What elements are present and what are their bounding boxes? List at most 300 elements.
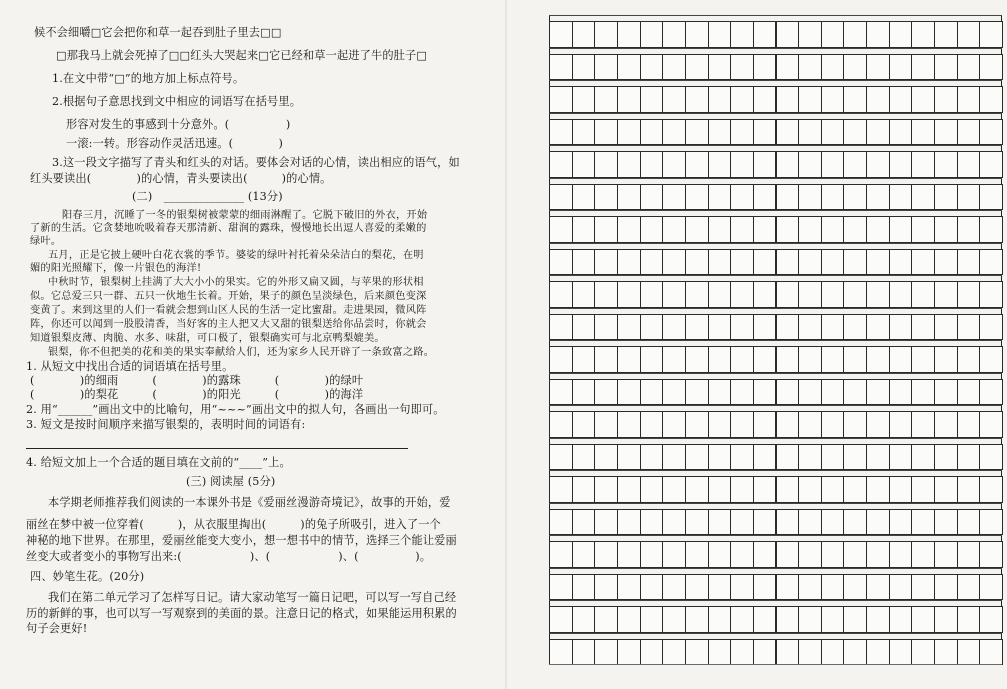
grid-cell[interactable] — [685, 216, 709, 243]
grid-cell[interactable] — [753, 281, 777, 308]
grid-cell[interactable] — [889, 216, 913, 243]
grid-cell[interactable] — [866, 54, 890, 81]
grid-cell[interactable] — [821, 411, 845, 438]
grid-cell[interactable] — [594, 281, 618, 308]
grid-cell[interactable] — [843, 574, 867, 601]
grid-cell[interactable] — [934, 606, 958, 633]
grid-cell[interactable] — [594, 54, 618, 81]
grid-cell[interactable] — [730, 86, 754, 113]
grid-cell[interactable] — [889, 249, 913, 276]
grid-cell[interactable] — [549, 411, 573, 438]
grid-cell[interactable] — [753, 379, 777, 406]
grid-cell[interactable] — [934, 509, 958, 536]
grid-cell[interactable] — [821, 151, 845, 178]
grid-cell[interactable] — [617, 379, 641, 406]
grid-cell[interactable] — [776, 346, 800, 373]
grid-cell[interactable] — [549, 249, 573, 276]
grid-cell[interactable] — [572, 476, 596, 503]
grid-cell[interactable] — [640, 476, 664, 503]
grid-cell[interactable] — [549, 541, 573, 568]
grid-cell[interactable] — [843, 444, 867, 471]
grid-cell[interactable] — [798, 216, 822, 243]
grid-cell[interactable] — [685, 249, 709, 276]
grid-cell[interactable] — [549, 346, 573, 373]
grid-cell[interactable] — [662, 639, 686, 666]
grid-cell[interactable] — [866, 639, 890, 666]
grid-cell[interactable] — [617, 509, 641, 536]
grid-cell[interactable] — [594, 379, 618, 406]
grid-cell[interactable] — [662, 379, 686, 406]
grid-cell[interactable] — [776, 476, 800, 503]
grid-cell[interactable] — [685, 281, 709, 308]
grid-cell[interactable] — [934, 54, 958, 81]
grid-cell[interactable] — [776, 379, 800, 406]
grid-cell[interactable] — [776, 314, 800, 341]
grid-cell[interactable] — [617, 639, 641, 666]
grid-cell[interactable] — [798, 21, 822, 48]
grid-cell[interactable] — [979, 476, 1003, 503]
grid-cell[interactable] — [866, 476, 890, 503]
grid-cell[interactable] — [979, 379, 1003, 406]
grid-cell[interactable] — [640, 346, 664, 373]
grid-cell[interactable] — [889, 86, 913, 113]
grid-cell[interactable] — [617, 574, 641, 601]
grid-cell[interactable] — [798, 184, 822, 211]
grid-cell[interactable] — [753, 346, 777, 373]
grid-cell[interactable] — [685, 379, 709, 406]
grid-cell[interactable] — [934, 216, 958, 243]
grid-cell[interactable] — [730, 346, 754, 373]
grid-cell[interactable] — [640, 606, 664, 633]
grid-cell[interactable] — [843, 21, 867, 48]
grid-cell[interactable] — [708, 509, 732, 536]
grid-cell[interactable] — [640, 314, 664, 341]
grid-cell[interactable] — [866, 541, 890, 568]
grid-cell[interactable] — [662, 281, 686, 308]
grid-cell[interactable] — [911, 509, 935, 536]
grid-cell[interactable] — [776, 444, 800, 471]
grid-cell[interactable] — [662, 314, 686, 341]
grid-cell[interactable] — [776, 54, 800, 81]
grid-cell[interactable] — [685, 314, 709, 341]
grid-cell[interactable] — [821, 21, 845, 48]
grid-cell[interactable] — [957, 639, 981, 666]
grid-cell[interactable] — [798, 411, 822, 438]
grid-cell[interactable] — [934, 476, 958, 503]
grid-cell[interactable] — [979, 346, 1003, 373]
grid-cell[interactable] — [957, 379, 981, 406]
grid-cell[interactable] — [979, 639, 1003, 666]
grid-cell[interactable] — [617, 54, 641, 81]
grid-cell[interactable] — [640, 216, 664, 243]
grid-cell[interactable] — [640, 54, 664, 81]
grid-cell[interactable] — [640, 444, 664, 471]
grid-cell[interactable] — [617, 184, 641, 211]
grid-cell[interactable] — [572, 574, 596, 601]
grid-cell[interactable] — [708, 379, 732, 406]
grid-cell[interactable] — [911, 574, 935, 601]
grid-cell[interactable] — [753, 86, 777, 113]
grid-cell[interactable] — [866, 184, 890, 211]
grid-cell[interactable] — [911, 249, 935, 276]
grid-cell[interactable] — [640, 184, 664, 211]
grid-cell[interactable] — [821, 184, 845, 211]
grid-cell[interactable] — [594, 21, 618, 48]
grid-cell[interactable] — [911, 54, 935, 81]
grid-cell[interactable] — [572, 119, 596, 146]
grid-cell[interactable] — [572, 281, 596, 308]
grid-cell[interactable] — [617, 346, 641, 373]
grid-cell[interactable] — [934, 541, 958, 568]
grid-cell[interactable] — [730, 119, 754, 146]
grid-cell[interactable] — [572, 21, 596, 48]
grid-cell[interactable] — [866, 21, 890, 48]
grid-cell[interactable] — [889, 639, 913, 666]
grid-cell[interactable] — [594, 314, 618, 341]
grid-cell[interactable] — [843, 509, 867, 536]
grid-cell[interactable] — [572, 54, 596, 81]
grid-cell[interactable] — [798, 606, 822, 633]
grid-cell[interactable] — [708, 574, 732, 601]
grid-cell[interactable] — [617, 476, 641, 503]
grid-cell[interactable] — [730, 281, 754, 308]
grid-cell[interactable] — [753, 509, 777, 536]
grid-cell[interactable] — [934, 151, 958, 178]
grid-cell[interactable] — [662, 411, 686, 438]
grid-cell[interactable] — [911, 119, 935, 146]
grid-cell[interactable] — [866, 379, 890, 406]
grid-cell[interactable] — [594, 444, 618, 471]
grid-cell[interactable] — [753, 216, 777, 243]
grid-cell[interactable] — [753, 476, 777, 503]
grid-cell[interactable] — [957, 411, 981, 438]
grid-cell[interactable] — [821, 249, 845, 276]
grid-cell[interactable] — [662, 216, 686, 243]
grid-cell[interactable] — [730, 509, 754, 536]
grid-cell[interactable] — [843, 54, 867, 81]
grid-cell[interactable] — [594, 411, 618, 438]
grid-cell[interactable] — [617, 541, 641, 568]
grid-cell[interactable] — [685, 411, 709, 438]
grid-cell[interactable] — [934, 574, 958, 601]
grid-cell[interactable] — [798, 346, 822, 373]
grid-cell[interactable] — [934, 21, 958, 48]
grid-cell[interactable] — [572, 411, 596, 438]
grid-cell[interactable] — [640, 86, 664, 113]
grid-cell[interactable] — [662, 21, 686, 48]
grid-cell[interactable] — [662, 184, 686, 211]
grid-cell[interactable] — [594, 574, 618, 601]
grid-cell[interactable] — [685, 54, 709, 81]
grid-cell[interactable] — [640, 509, 664, 536]
grid-cell[interactable] — [640, 119, 664, 146]
grid-cell[interactable] — [821, 606, 845, 633]
grid-cell[interactable] — [662, 86, 686, 113]
grid-cell[interactable] — [798, 151, 822, 178]
grid-cell[interactable] — [753, 411, 777, 438]
grid-cell[interactable] — [843, 151, 867, 178]
grid-cell[interactable] — [889, 119, 913, 146]
grid-cell[interactable] — [798, 574, 822, 601]
grid-cell[interactable] — [866, 119, 890, 146]
grid-cell[interactable] — [549, 444, 573, 471]
grid-cell[interactable] — [957, 476, 981, 503]
grid-cell[interactable] — [889, 574, 913, 601]
grid-cell[interactable] — [911, 281, 935, 308]
grid-cell[interactable] — [549, 184, 573, 211]
grid-cell[interactable] — [957, 346, 981, 373]
grid-cell[interactable] — [889, 151, 913, 178]
grid-cell[interactable] — [617, 21, 641, 48]
grid-cell[interactable] — [594, 606, 618, 633]
grid-cell[interactable] — [911, 379, 935, 406]
grid-cell[interactable] — [730, 541, 754, 568]
grid-cell[interactable] — [594, 541, 618, 568]
grid-cell[interactable] — [572, 249, 596, 276]
grid-cell[interactable] — [957, 184, 981, 211]
grid-cell[interactable] — [730, 444, 754, 471]
grid-cell[interactable] — [957, 541, 981, 568]
grid-cell[interactable] — [911, 476, 935, 503]
grid-cell[interactable] — [934, 314, 958, 341]
grid-cell[interactable] — [798, 281, 822, 308]
grid-cell[interactable] — [957, 509, 981, 536]
grid-cell[interactable] — [549, 314, 573, 341]
grid-cell[interactable] — [866, 509, 890, 536]
grid-cell[interactable] — [911, 541, 935, 568]
grid-cell[interactable] — [776, 509, 800, 536]
grid-cell[interactable] — [934, 184, 958, 211]
grid-cell[interactable] — [708, 216, 732, 243]
grid-cell[interactable] — [662, 249, 686, 276]
grid-cell[interactable] — [889, 314, 913, 341]
grid-cell[interactable] — [572, 86, 596, 113]
grid-cell[interactable] — [866, 314, 890, 341]
grid-cell[interactable] — [979, 541, 1003, 568]
grid-cell[interactable] — [549, 476, 573, 503]
grid-cell[interactable] — [934, 639, 958, 666]
grid-cell[interactable] — [798, 86, 822, 113]
grid-cell[interactable] — [821, 444, 845, 471]
grid-cell[interactable] — [957, 216, 981, 243]
grid-cell[interactable] — [911, 86, 935, 113]
grid-cell[interactable] — [685, 639, 709, 666]
grid-cell[interactable] — [889, 281, 913, 308]
grid-cell[interactable] — [708, 314, 732, 341]
grid-cell[interactable] — [662, 346, 686, 373]
grid-cell[interactable] — [866, 411, 890, 438]
grid-cell[interactable] — [798, 541, 822, 568]
grid-cell[interactable] — [662, 151, 686, 178]
grid-cell[interactable] — [843, 281, 867, 308]
grid-cell[interactable] — [889, 379, 913, 406]
grid-cell[interactable] — [979, 119, 1003, 146]
grid-cell[interactable] — [821, 476, 845, 503]
grid-cell[interactable] — [979, 216, 1003, 243]
grid-cell[interactable] — [889, 54, 913, 81]
grid-cell[interactable] — [753, 606, 777, 633]
grid-cell[interactable] — [572, 541, 596, 568]
grid-cell[interactable] — [594, 249, 618, 276]
grid-cell[interactable] — [640, 411, 664, 438]
grid-cell[interactable] — [776, 541, 800, 568]
grid-cell[interactable] — [776, 21, 800, 48]
grid-cell[interactable] — [843, 346, 867, 373]
grid-cell[interactable] — [662, 119, 686, 146]
grid-cell[interactable] — [572, 509, 596, 536]
grid-cell[interactable] — [730, 184, 754, 211]
grid-cell[interactable] — [617, 119, 641, 146]
grid-cell[interactable] — [640, 281, 664, 308]
grid-cell[interactable] — [730, 476, 754, 503]
grid-cell[interactable] — [979, 444, 1003, 471]
grid-cell[interactable] — [957, 281, 981, 308]
grid-cell[interactable] — [572, 151, 596, 178]
grid-cell[interactable] — [957, 119, 981, 146]
grid-cell[interactable] — [549, 151, 573, 178]
grid-cell[interactable] — [821, 86, 845, 113]
grid-cell[interactable] — [708, 281, 732, 308]
grid-cell[interactable] — [911, 606, 935, 633]
grid-cell[interactable] — [617, 86, 641, 113]
grid-cell[interactable] — [753, 249, 777, 276]
grid-cell[interactable] — [798, 444, 822, 471]
grid-cell[interactable] — [866, 281, 890, 308]
grid-cell[interactable] — [889, 541, 913, 568]
grid-cell[interactable] — [957, 249, 981, 276]
grid-cell[interactable] — [685, 574, 709, 601]
grid-cell[interactable] — [685, 476, 709, 503]
grid-cell[interactable] — [594, 86, 618, 113]
grid-cell[interactable] — [957, 444, 981, 471]
grid-cell[interactable] — [662, 541, 686, 568]
grid-cell[interactable] — [708, 184, 732, 211]
grid-cell[interactable] — [685, 509, 709, 536]
grid-cell[interactable] — [821, 574, 845, 601]
grid-cell[interactable] — [753, 151, 777, 178]
grid-cell[interactable] — [594, 476, 618, 503]
grid-cell[interactable] — [776, 216, 800, 243]
grid-cell[interactable] — [730, 54, 754, 81]
grid-cell[interactable] — [979, 86, 1003, 113]
grid-cell[interactable] — [549, 119, 573, 146]
grid-cell[interactable] — [730, 379, 754, 406]
grid-cell[interactable] — [821, 54, 845, 81]
grid-cell[interactable] — [662, 444, 686, 471]
grid-cell[interactable] — [957, 314, 981, 341]
grid-cell[interactable] — [889, 444, 913, 471]
grid-cell[interactable] — [843, 184, 867, 211]
grid-cell[interactable] — [617, 216, 641, 243]
grid-cell[interactable] — [866, 606, 890, 633]
grid-cell[interactable] — [685, 184, 709, 211]
grid-cell[interactable] — [843, 639, 867, 666]
grid-cell[interactable] — [843, 119, 867, 146]
grid-cell[interactable] — [662, 476, 686, 503]
grid-cell[interactable] — [866, 574, 890, 601]
grid-cell[interactable] — [594, 151, 618, 178]
grid-cell[interactable] — [934, 444, 958, 471]
grid-cell[interactable] — [708, 249, 732, 276]
grid-cell[interactable] — [776, 86, 800, 113]
grid-cell[interactable] — [821, 541, 845, 568]
grid-cell[interactable] — [708, 444, 732, 471]
grid-cell[interactable] — [979, 509, 1003, 536]
grid-cell[interactable] — [753, 444, 777, 471]
grid-cell[interactable] — [662, 574, 686, 601]
grid-cell[interactable] — [572, 639, 596, 666]
grid-cell[interactable] — [979, 606, 1003, 633]
grid-cell[interactable] — [640, 21, 664, 48]
grid-cell[interactable] — [821, 509, 845, 536]
grid-cell[interactable] — [934, 281, 958, 308]
grid-cell[interactable] — [979, 411, 1003, 438]
grid-cell[interactable] — [617, 151, 641, 178]
grid-cell[interactable] — [685, 346, 709, 373]
grid-cell[interactable] — [640, 541, 664, 568]
grid-cell[interactable] — [594, 119, 618, 146]
grid-cell[interactable] — [979, 21, 1003, 48]
grid-cell[interactable] — [798, 476, 822, 503]
grid-cell[interactable] — [776, 639, 800, 666]
grid-cell[interactable] — [843, 249, 867, 276]
grid-cell[interactable] — [798, 509, 822, 536]
grid-cell[interactable] — [685, 151, 709, 178]
grid-cell[interactable] — [549, 86, 573, 113]
grid-cell[interactable] — [753, 119, 777, 146]
grid-cell[interactable] — [549, 574, 573, 601]
grid-cell[interactable] — [934, 411, 958, 438]
grid-cell[interactable] — [572, 346, 596, 373]
grid-cell[interactable] — [934, 379, 958, 406]
grid-cell[interactable] — [889, 184, 913, 211]
grid-cell[interactable] — [911, 314, 935, 341]
grid-cell[interactable] — [911, 346, 935, 373]
grid-cell[interactable] — [798, 249, 822, 276]
grid-cell[interactable] — [753, 184, 777, 211]
grid-cell[interactable] — [798, 119, 822, 146]
grid-cell[interactable] — [730, 314, 754, 341]
grid-cell[interactable] — [753, 21, 777, 48]
grid-cell[interactable] — [821, 119, 845, 146]
grid-cell[interactable] — [866, 86, 890, 113]
grid-cell[interactable] — [708, 639, 732, 666]
grid-cell[interactable] — [549, 606, 573, 633]
grid-cell[interactable] — [730, 151, 754, 178]
grid-cell[interactable] — [685, 606, 709, 633]
grid-cell[interactable] — [776, 606, 800, 633]
grid-cell[interactable] — [685, 21, 709, 48]
grid-cell[interactable] — [640, 249, 664, 276]
grid-cell[interactable] — [708, 151, 732, 178]
grid-cell[interactable] — [776, 411, 800, 438]
grid-cell[interactable] — [662, 606, 686, 633]
grid-cell[interactable] — [617, 444, 641, 471]
grid-cell[interactable] — [753, 574, 777, 601]
grid-cell[interactable] — [685, 541, 709, 568]
grid-cell[interactable] — [572, 314, 596, 341]
grid-cell[interactable] — [911, 21, 935, 48]
grid-cell[interactable] — [911, 184, 935, 211]
grid-cell[interactable] — [776, 281, 800, 308]
grid-cell[interactable] — [934, 119, 958, 146]
grid-cell[interactable] — [730, 411, 754, 438]
grid-cell[interactable] — [934, 249, 958, 276]
grid-cell[interactable] — [798, 314, 822, 341]
grid-cell[interactable] — [708, 119, 732, 146]
grid-cell[interactable] — [798, 54, 822, 81]
grid-cell[interactable] — [843, 216, 867, 243]
